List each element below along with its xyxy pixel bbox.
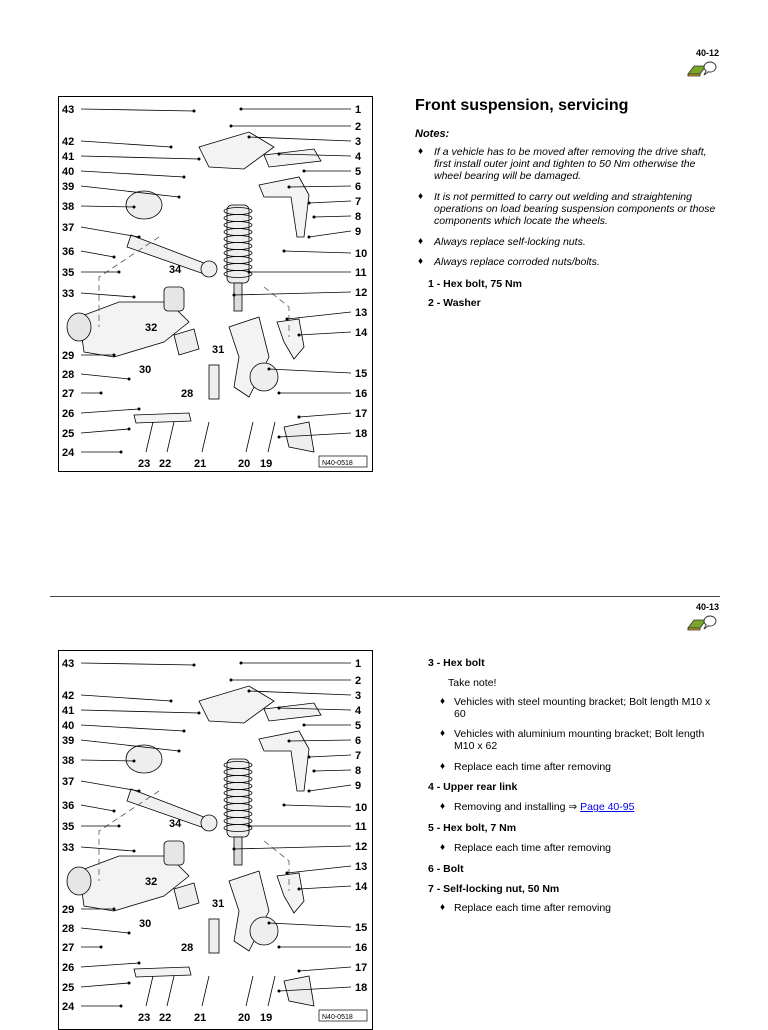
leader-dot xyxy=(178,750,181,753)
callout-label: 26 xyxy=(62,408,75,420)
leader-dot xyxy=(183,176,186,179)
coupling-rod xyxy=(209,365,219,399)
callout-label: 32 xyxy=(145,876,158,888)
sub-bullet: ♦ Replace each time after removing xyxy=(440,842,724,854)
leader-dot xyxy=(298,416,301,419)
leader-line xyxy=(81,928,129,933)
leader-line xyxy=(309,231,351,237)
leader-line xyxy=(81,227,139,237)
leader-line xyxy=(299,886,351,889)
outer-joint xyxy=(126,191,162,219)
callout-label: 42 xyxy=(62,136,75,148)
callout-label: 27 xyxy=(62,388,75,400)
leader-line xyxy=(81,847,134,851)
leader-line xyxy=(81,963,139,967)
leader-line xyxy=(287,866,351,873)
leader-dot xyxy=(308,756,311,759)
leader-dot xyxy=(198,158,201,161)
callout-label: 17 xyxy=(355,962,368,974)
callout-label: 6 xyxy=(355,735,362,747)
leader-dot xyxy=(313,770,316,773)
leader-dot xyxy=(118,825,121,828)
callout-label: 25 xyxy=(62,982,75,994)
leader-line xyxy=(309,785,351,791)
leader-line xyxy=(81,171,184,177)
leader-line xyxy=(309,755,351,757)
callout-label: 14 xyxy=(355,327,368,339)
callout-label: 39 xyxy=(62,735,75,747)
callout-label: 13 xyxy=(355,861,368,873)
leader-line xyxy=(246,976,253,1006)
callout-label: 20 xyxy=(238,1012,251,1024)
note-item: ♦ Always replace corroded nuts/bolts. xyxy=(418,256,719,268)
sub-bullet xyxy=(440,801,724,813)
callout-label: 15 xyxy=(355,922,368,934)
track-control-link xyxy=(277,319,304,359)
callout-label: 2 xyxy=(355,675,362,687)
leader-dot xyxy=(278,990,281,993)
callout-label: 21 xyxy=(194,1012,207,1024)
callout-label: 31 xyxy=(212,898,225,910)
suspension-exploded-diagram xyxy=(58,650,373,1030)
callout-label: 10 xyxy=(355,802,368,814)
leader-dot xyxy=(248,825,251,828)
callout-label: 15 xyxy=(355,368,368,380)
callout-label: 21 xyxy=(194,458,207,470)
callout-label: 43 xyxy=(62,104,75,116)
callout-label: 11 xyxy=(355,267,367,279)
callout-label: 8 xyxy=(355,765,362,777)
take-note: Take note! xyxy=(448,677,497,689)
callout-label: 18 xyxy=(355,428,368,440)
callout-label: 28 xyxy=(181,388,194,400)
callout-label: 36 xyxy=(62,800,75,812)
leader-dot xyxy=(233,848,236,851)
leader-dot xyxy=(283,804,286,807)
strut-shock xyxy=(234,283,242,311)
callout-label: 22 xyxy=(159,458,172,470)
leader-dot xyxy=(303,170,306,173)
leader-dot xyxy=(248,271,251,274)
note-item: ♦ If a vehicle has to be moved after removing the drive shaft, first install outer joint and tighten to 50 Nm otherwise the wheel bearing will be damaged. xyxy=(418,146,719,182)
leader-line xyxy=(81,251,114,257)
callout-label: 42 xyxy=(62,690,75,702)
leader-dot xyxy=(133,206,136,209)
callout-label: 34 xyxy=(169,264,182,276)
leader-line xyxy=(287,312,351,319)
wheel-hub xyxy=(250,363,278,391)
leader-dot xyxy=(178,196,181,199)
leader-dot xyxy=(113,354,116,357)
leader-line xyxy=(249,137,351,141)
leader-dot xyxy=(193,110,196,113)
guide-link xyxy=(134,967,191,977)
leader-dot xyxy=(308,790,311,793)
brake-carrier xyxy=(284,422,314,452)
callout-label: 30 xyxy=(139,364,152,376)
leader-line xyxy=(81,740,179,751)
leader-dot xyxy=(268,368,271,371)
leader-line xyxy=(299,967,351,971)
page-divider xyxy=(50,596,720,597)
leader-line xyxy=(284,251,351,253)
legend-item: 7 - Self-locking nut, 50 Nm xyxy=(428,883,560,895)
leader-line xyxy=(234,292,351,295)
leader-dot xyxy=(240,662,243,665)
callout-label: 13 xyxy=(355,307,368,319)
leader-dot xyxy=(278,392,281,395)
leader-line xyxy=(299,332,351,335)
note-item: ♦ Always replace self-locking nuts. xyxy=(418,236,719,248)
book-speech-icon[interactable] xyxy=(686,614,718,632)
legend-item: 1 - Hex bolt, 75 Nm xyxy=(428,278,522,290)
callout-label: 7 xyxy=(355,750,362,762)
coupling-rod xyxy=(209,919,219,953)
brake-carrier xyxy=(284,976,314,1006)
callout-label: 29 xyxy=(62,904,75,916)
callout-label: 4 xyxy=(355,151,362,163)
leader-line xyxy=(81,663,194,665)
callout-label: 7 xyxy=(355,196,362,208)
wheel-hub xyxy=(250,917,278,945)
leader-dot xyxy=(248,136,251,139)
leader-line xyxy=(314,770,351,771)
leader-dot xyxy=(278,707,281,710)
leader-line xyxy=(284,805,351,807)
leader-line xyxy=(299,413,351,417)
leader-dot xyxy=(286,872,289,875)
leader-dot xyxy=(283,250,286,253)
callout-label: 11 xyxy=(355,821,367,833)
leader-line xyxy=(81,374,129,379)
leader-line xyxy=(81,156,199,159)
leader-line xyxy=(269,923,351,927)
leader-line xyxy=(269,369,351,373)
page-link[interactable]: Page 40-95 xyxy=(580,801,635,813)
callout-label: 16 xyxy=(355,942,368,954)
callout-label: 18 xyxy=(355,982,368,994)
leader-dot xyxy=(298,970,301,973)
leader-dot xyxy=(308,202,311,205)
leader-dot xyxy=(230,125,233,128)
upper-rear-link xyxy=(264,149,321,167)
figure-ref: N40-0518 xyxy=(322,1014,353,1021)
sub-bullet-text: Removing and installing xyxy=(454,801,566,813)
book-speech-icon[interactable] xyxy=(686,60,718,78)
guide-link xyxy=(134,413,191,423)
leader-line xyxy=(81,781,139,791)
leader-dot xyxy=(248,690,251,693)
callout-label: 34 xyxy=(169,818,182,830)
leader-line xyxy=(146,422,153,452)
leader-line xyxy=(268,976,275,1006)
leader-dot xyxy=(170,700,173,703)
leader-line xyxy=(81,109,194,111)
callout-label: 27 xyxy=(62,942,75,954)
callout-label: 16 xyxy=(355,388,368,400)
leader-line xyxy=(167,422,174,452)
callout-label: 22 xyxy=(159,1012,172,1024)
callout-label: 37 xyxy=(62,222,75,234)
leader-dot xyxy=(183,730,186,733)
leader-dot xyxy=(193,664,196,667)
leader-dot xyxy=(120,1005,123,1008)
leader-line xyxy=(146,976,153,1006)
upper-front-link xyxy=(259,731,309,791)
callout-label: 35 xyxy=(62,267,75,279)
callout-label: 33 xyxy=(62,842,75,854)
leader-line xyxy=(202,976,209,1006)
callout-label: 35 xyxy=(62,821,75,833)
callout-label: 8 xyxy=(355,211,362,223)
drive-shaft xyxy=(127,789,209,829)
callout-label: 37 xyxy=(62,776,75,788)
callout-label: 24 xyxy=(62,447,75,459)
callout-label: 12 xyxy=(355,841,368,853)
callout-label: 33 xyxy=(62,288,75,300)
callout-label: 12 xyxy=(355,287,368,299)
track-control-link xyxy=(277,873,304,913)
suspension-exploded-diagram xyxy=(58,96,373,472)
leader-line xyxy=(202,422,209,452)
legend-item: 2 - Washer xyxy=(428,297,481,309)
inner-joint xyxy=(201,261,217,277)
callout-label: 40 xyxy=(62,166,75,178)
notes-heading: Notes: xyxy=(415,128,450,140)
leader-dot xyxy=(138,790,141,793)
leader-dot xyxy=(298,334,301,337)
callout-label: 41 xyxy=(62,705,75,717)
leader-dot xyxy=(170,146,173,149)
leader-dot xyxy=(313,216,316,219)
leader-line xyxy=(246,422,253,452)
leader-dot xyxy=(303,724,306,727)
leader-dot xyxy=(113,810,116,813)
sub-bullet: ♦ Replace each time after removing xyxy=(440,761,724,773)
callout-label: 25 xyxy=(62,428,75,440)
leader-line xyxy=(167,976,174,1006)
callout-label: 28 xyxy=(181,942,194,954)
upper-rear-link xyxy=(264,703,321,721)
callout-label: 36 xyxy=(62,246,75,258)
bearing-block xyxy=(164,287,184,311)
leader-dot xyxy=(128,982,131,985)
leader-dot xyxy=(198,712,201,715)
leader-dot xyxy=(240,108,243,111)
callout-label: 43 xyxy=(62,658,75,670)
leader-dot xyxy=(128,428,131,431)
leader-dot xyxy=(288,186,291,189)
callout-label: 29 xyxy=(62,350,75,362)
leader-line xyxy=(81,695,171,701)
callout-label: 28 xyxy=(62,923,75,935)
leader-dot xyxy=(138,962,141,965)
bearing-block xyxy=(164,841,184,865)
leader-line xyxy=(81,141,171,147)
page-title: Front suspension, servicing xyxy=(415,97,629,114)
leader-line xyxy=(81,293,134,297)
arrow-icon: ⇒ xyxy=(568,801,578,813)
callout-label: 9 xyxy=(355,226,362,238)
callout-label: 39 xyxy=(62,181,75,193)
callout-label: 32 xyxy=(145,322,158,334)
diagram-parts xyxy=(67,686,321,1006)
drive-shaft xyxy=(127,235,209,275)
leader-line xyxy=(81,186,179,197)
leader-dot xyxy=(286,318,289,321)
leader-dot xyxy=(298,888,301,891)
page-number: 40-13 xyxy=(696,602,720,612)
callout-label: 28 xyxy=(62,369,75,381)
outer-joint xyxy=(126,745,162,773)
callout-label: 41 xyxy=(62,151,75,163)
note-item: ♦ It is not permitted to carry out welding and straightening operations on load bearing suspension components or those components which locate the wheels. xyxy=(418,191,719,227)
diagram-parts xyxy=(67,132,321,452)
sub-bullet: ♦ Vehicles with steel mounting bracket; Bolt length M10 x 60 xyxy=(440,696,724,720)
callout-label: 31 xyxy=(212,344,225,356)
legend-item: 4 - Upper rear link xyxy=(428,781,518,793)
leader-line xyxy=(234,846,351,849)
callout-label: 3 xyxy=(355,690,362,702)
callout-label: 2 xyxy=(355,121,362,133)
leader-dot xyxy=(133,760,136,763)
callout-label: 23 xyxy=(138,1012,151,1024)
leader-line xyxy=(268,422,275,452)
callout-label: 10 xyxy=(355,248,368,260)
leader-dot xyxy=(100,946,103,949)
leader-dot xyxy=(278,436,281,439)
sub-bullet: ♦ Vehicles with aluminium mounting bracket; Bolt length M10 x 62 xyxy=(440,728,724,752)
callout-label: 14 xyxy=(355,881,368,893)
leader-dot xyxy=(278,153,281,156)
leader-line xyxy=(81,983,129,987)
callout-label: 20 xyxy=(238,458,251,470)
callout-label: 4 xyxy=(355,705,362,717)
leader-dot xyxy=(230,679,233,682)
leader-dot xyxy=(288,740,291,743)
leader-dot xyxy=(113,256,116,259)
leader-dot xyxy=(233,294,236,297)
leader-dot xyxy=(100,392,103,395)
callout-label: 5 xyxy=(355,166,362,178)
leader-line xyxy=(309,201,351,203)
callout-label: 1 xyxy=(355,658,362,670)
page-number: 40-12 xyxy=(696,48,720,58)
inner-joint xyxy=(201,815,217,831)
callout-label: 23 xyxy=(138,458,151,470)
leader-dot xyxy=(113,908,116,911)
leader-dot xyxy=(120,451,123,454)
legend-item: 3 - Hex bolt xyxy=(428,657,485,669)
bracket xyxy=(174,329,199,355)
leader-line xyxy=(314,216,351,217)
engine-mount xyxy=(67,313,91,341)
legend-item: 5 - Hex bolt, 7 Nm xyxy=(428,822,517,834)
leader-dot xyxy=(128,378,131,381)
callout-label: 38 xyxy=(62,201,75,213)
callout-label: 19 xyxy=(260,458,273,470)
leader-line xyxy=(81,725,184,731)
callout-label: 30 xyxy=(139,918,152,930)
callout-label: 3 xyxy=(355,136,362,148)
leader-line xyxy=(81,710,199,713)
callout-label: 5 xyxy=(355,720,362,732)
engine-mount xyxy=(67,867,91,895)
callout-label: 26 xyxy=(62,962,75,974)
callout-label: 9 xyxy=(355,780,362,792)
callout-label: 24 xyxy=(62,1001,75,1013)
leader-line xyxy=(249,691,351,695)
callout-label: 17 xyxy=(355,408,368,420)
bracket xyxy=(174,883,199,909)
sub-bullet: ♦ Replace each time after removing xyxy=(440,902,724,914)
leader-dot xyxy=(268,922,271,925)
callout-label: 1 xyxy=(355,104,362,116)
leader-dot xyxy=(128,932,131,935)
leader-dot xyxy=(118,271,121,274)
legend-item: 6 - Bolt xyxy=(428,863,464,875)
leader-dot xyxy=(308,236,311,239)
callout-label: 40 xyxy=(62,720,75,732)
callout-label: 19 xyxy=(260,1012,273,1024)
leader-dot xyxy=(138,408,141,411)
callout-label: 38 xyxy=(62,755,75,767)
upper-front-link xyxy=(259,177,309,237)
leader-dot xyxy=(278,946,281,949)
leader-line xyxy=(81,409,139,413)
strut-shock xyxy=(234,837,242,865)
leader-dot xyxy=(133,850,136,853)
leader-dot xyxy=(133,296,136,299)
leader-dot xyxy=(138,236,141,239)
leader-line xyxy=(81,429,129,433)
figure-ref: N40-0518 xyxy=(322,460,353,467)
callout-label: 6 xyxy=(355,181,362,193)
leader-line xyxy=(81,805,114,811)
